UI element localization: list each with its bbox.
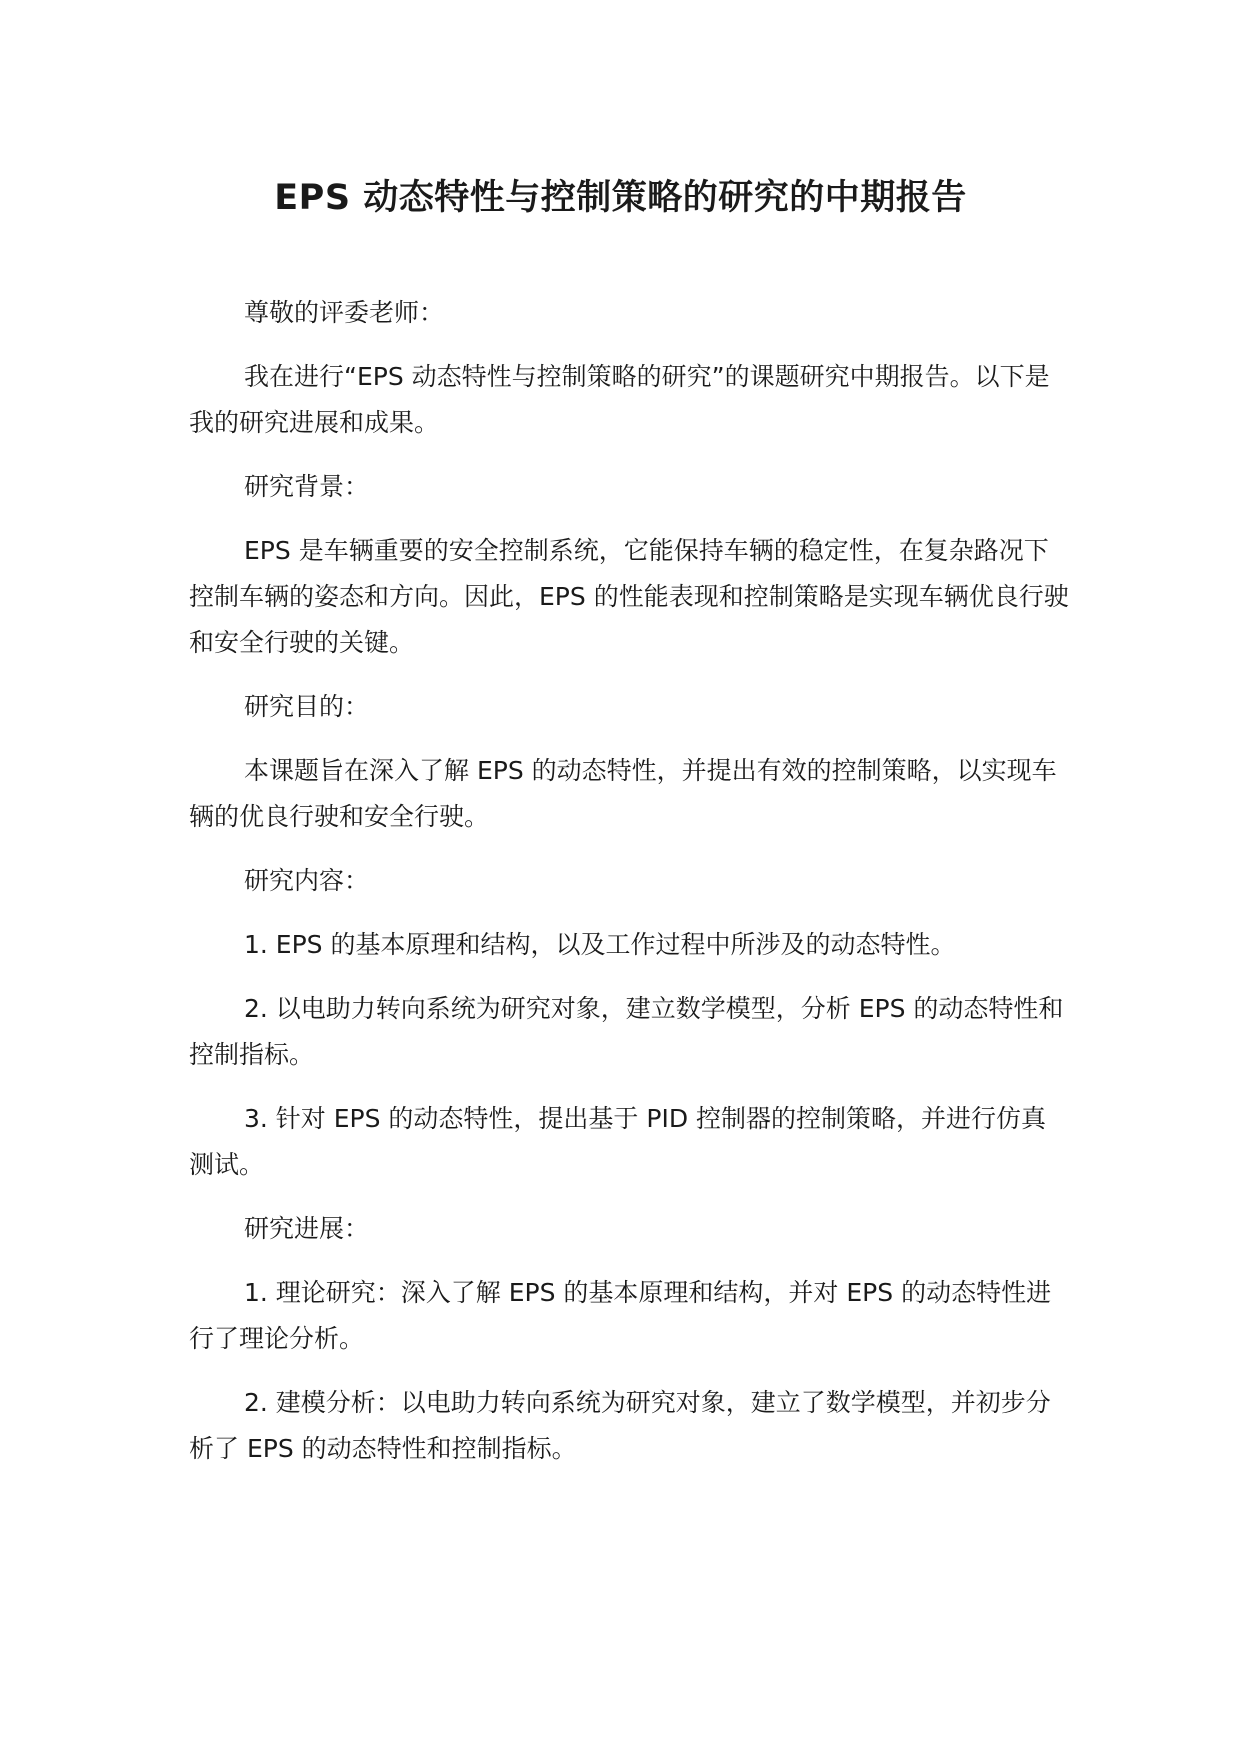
progress-item-2: 2. 建模分析：以电助力转向系统为研究对象，建立了数学模型，并初步分析了 EPS 的动态特性和控制指标。 (189, 1388, 1051, 1463)
content-item-1: 1. EPS 的基本原理和结构，以及工作过程中所涉及的动态特性。 (244, 930, 956, 959)
section-heading-purpose: 研究目的： (244, 692, 370, 721)
content-item-2: 2. 以电助力转向系统为研究对象，建立数学模型，分析 EPS 的动态特性和控制指标。 (189, 994, 1064, 1069)
background-paragraph: EPS 是车辆重要的安全控制系统，它能保持车辆的稳定性，在复杂路况下控制车辆的姿态和方向。因此，EPS 的性能表现和控制策略是实现车辆优良行驶和安全行驶的关键。 (189, 536, 1069, 657)
document-title: EPS 动态特性与控制策略的研究的中期报告 (274, 178, 967, 218)
section-heading-background: 研究背景： (244, 472, 370, 501)
intro-paragraph: 我在进行“EPS 动态特性与控制策略的研究”的课题研究中期报告。以下是我的研究进展和成果。 (189, 362, 1050, 437)
purpose-paragraph: 本课题旨在深入了解 EPS 的动态特性，并提出有效的控制策略，以实现车辆的优良行驶和安全行驶。 (189, 756, 1057, 831)
section-heading-content: 研究内容： (244, 866, 370, 895)
document-body (189, 290, 1069, 1490)
progress-item-1: 1. 理论研究：深入了解 EPS 的基本原理和结构，并对 EPS 的动态特性进行了理论分析。 (189, 1278, 1052, 1353)
salutation: 尊敬的评委老师： (244, 298, 445, 327)
section-heading-progress: 研究进展： (244, 1214, 370, 1243)
content-item-3: 3. 针对 EPS 的动态特性，提出基于 PID 控制器的控制策略，并进行仿真测试。 (189, 1104, 1047, 1179)
